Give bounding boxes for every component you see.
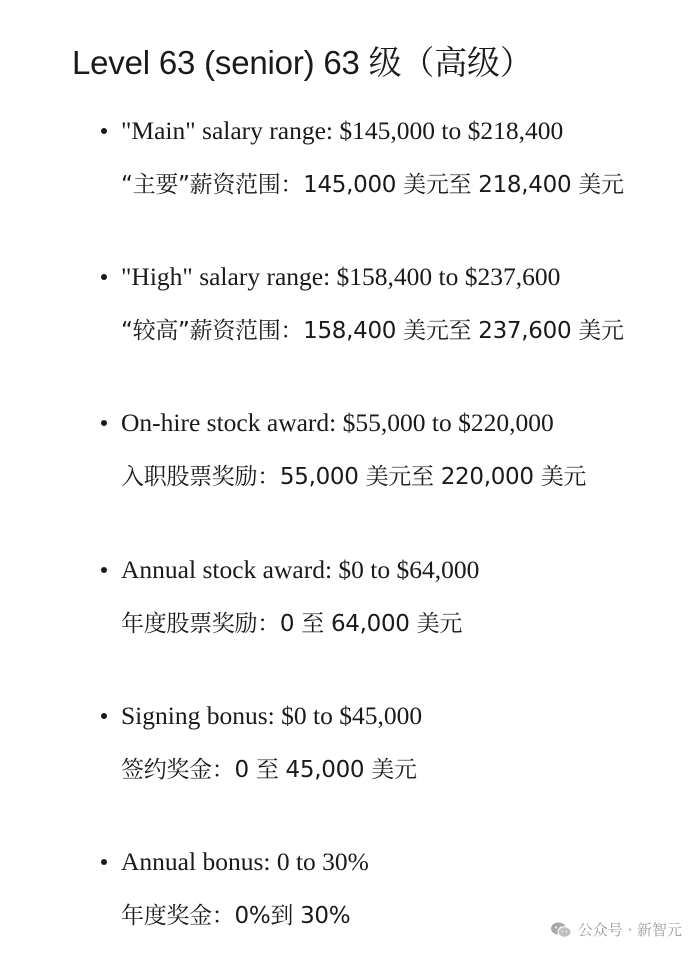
item-text-en: Annual bonus: 0 to 30% <box>121 847 369 876</box>
item-text-en: "Main" salary range: $145,000 to $218,400 <box>121 116 564 145</box>
list-item-main-salary <box>0 115 700 235</box>
item-text-en: On-hire stock award: $55,000 to $220,000 <box>121 408 554 437</box>
list-item-on-hire-stock <box>0 407 700 527</box>
bullet-icon <box>101 274 107 280</box>
wechat-icon <box>550 921 572 939</box>
list-item-high-salary <box>0 261 700 381</box>
item-text-zh: 年度奖金：0%到 30% <box>121 903 351 929</box>
page-title: Level 63 (senior) 63 级（高级） <box>72 44 533 81</box>
item-text-zh: 签约奖金：0 至 45,000 美元 <box>121 757 417 783</box>
item-text-zh: 入职股票奖励：55,000 美元至 220,000 美元 <box>121 464 587 490</box>
watermark <box>550 919 682 940</box>
list-item-annual-stock <box>0 554 700 674</box>
item-text-en: Annual stock award: $0 to $64,000 <box>121 555 480 584</box>
item-text-zh: 年度股票奖励：0 至 64,000 美元 <box>121 611 463 637</box>
list-item-annual-bonus <box>0 846 700 966</box>
bullet-icon <box>101 567 107 573</box>
watermark-text: 公众号 · 新智元 <box>577 921 682 939</box>
item-text-en: Signing bonus: $0 to $45,000 <box>121 701 423 730</box>
bullet-icon <box>101 128 107 134</box>
list-item-signing-bonus <box>0 700 700 820</box>
bullet-icon <box>101 713 107 719</box>
item-text-zh: “较高”薪资范围：158,400 美元至 237,600 美元 <box>121 318 624 344</box>
item-text-en: "High" salary range: $158,400 to $237,600 <box>121 262 561 291</box>
bullet-icon <box>101 859 107 865</box>
item-text-zh: “主要”薪资范围：145,000 美元至 218,400 美元 <box>121 172 624 198</box>
bullet-icon <box>101 420 107 426</box>
